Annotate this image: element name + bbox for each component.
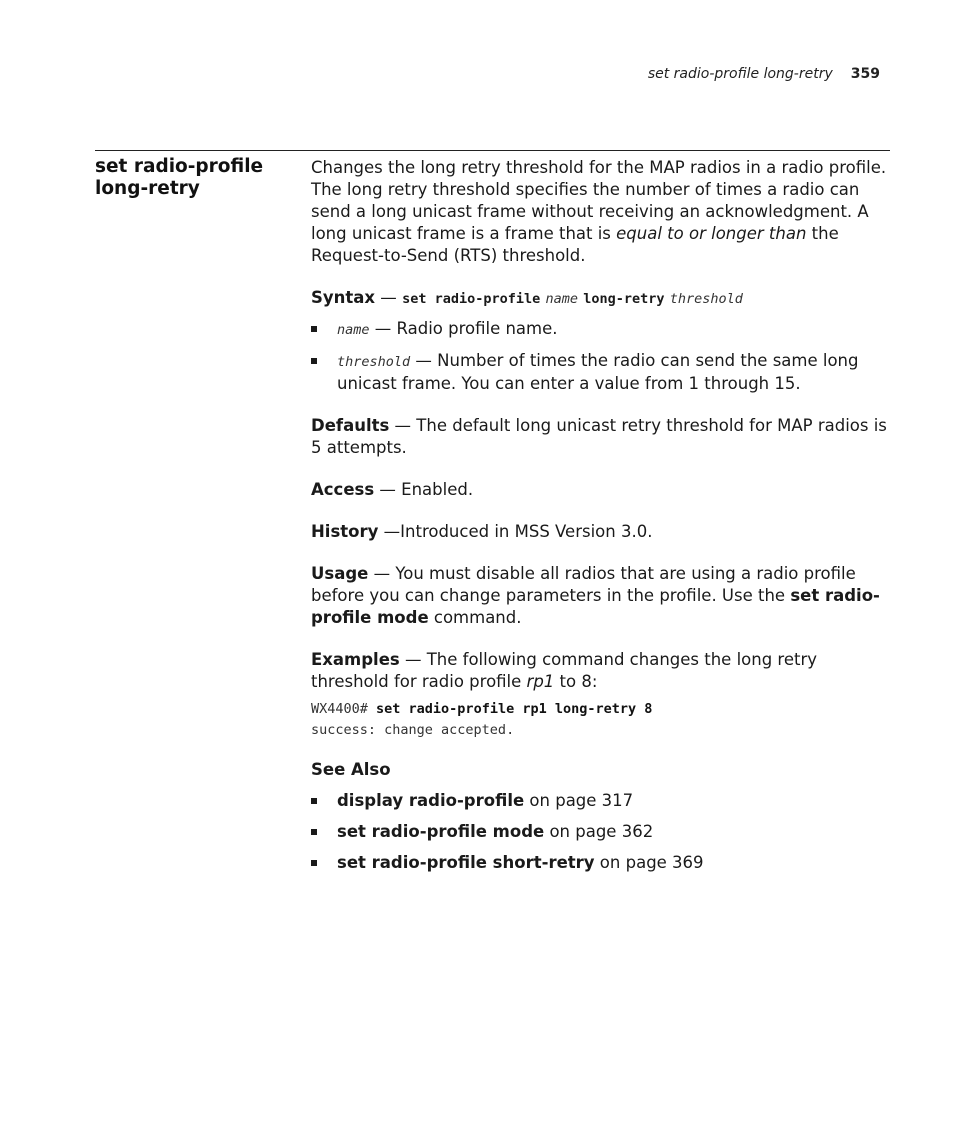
examples-text-2: to 8: bbox=[554, 672, 598, 691]
bullet-icon bbox=[311, 829, 317, 835]
usage-text-2: command. bbox=[428, 608, 522, 627]
examples-label: Examples bbox=[311, 650, 400, 669]
see-also-list bbox=[311, 790, 893, 874]
code-command: set radio-profile rp1 long-retry 8 bbox=[376, 701, 653, 717]
history-text: —Introduced in MSS Version 3.0. bbox=[378, 522, 653, 541]
param-name: threshold bbox=[337, 354, 411, 370]
history-label: History bbox=[311, 522, 379, 541]
code-prompt: WX4400# bbox=[311, 701, 377, 717]
page-number: 359 bbox=[850, 66, 880, 82]
list-item bbox=[311, 318, 893, 341]
list-item[interactable] bbox=[311, 821, 893, 843]
access-text: — Enabled. bbox=[374, 480, 474, 499]
syntax-cmd-2: long-retry bbox=[583, 291, 665, 307]
usage-paragraph bbox=[311, 563, 893, 629]
syntax-label: Syntax bbox=[311, 288, 376, 307]
usage-label: Usage bbox=[311, 564, 369, 583]
syntax-cmd-1: set radio-profile bbox=[402, 291, 541, 307]
see-also-link[interactable]: display radio-profile bbox=[337, 791, 525, 810]
bullet-icon bbox=[311, 326, 317, 332]
bullet-icon bbox=[311, 860, 317, 866]
examples-paragraph bbox=[311, 649, 893, 693]
bullet-icon bbox=[311, 358, 317, 364]
access-label: Access bbox=[311, 480, 375, 499]
see-also-page-ref: on page 317 bbox=[524, 791, 634, 810]
defaults-paragraph bbox=[311, 415, 893, 459]
syntax-dash: — bbox=[375, 288, 403, 307]
history-paragraph bbox=[311, 521, 893, 543]
list-item[interactable] bbox=[311, 852, 893, 874]
code-output: success: change accepted. bbox=[311, 722, 515, 738]
intro-paragraph bbox=[311, 157, 893, 267]
list-item[interactable] bbox=[311, 790, 893, 812]
body-column bbox=[311, 157, 893, 883]
see-also-page-ref: on page 369 bbox=[594, 853, 704, 872]
usage-command: set radio-profile mode bbox=[311, 586, 880, 627]
usage-text-1: — You must disable all radios that are using a radio profile before you can change parameters in the profile. Use the bbox=[311, 564, 856, 605]
intro-text-1: Changes the long retry threshold for the MAP radios in a radio profile. The long retry threshold specifies the number of times a radio can send a long unicast frame without receiving an acknowledgment. A long unicast frame is a frame that is bbox=[311, 158, 887, 243]
intro-text-2: the Request-to-Send (RTS) threshold. bbox=[311, 224, 839, 265]
see-also-link[interactable]: set radio-profile mode bbox=[337, 822, 545, 841]
examples-profile: rp1 bbox=[526, 672, 555, 691]
section-divider bbox=[95, 150, 890, 151]
running-title: set radio-profile long-retry bbox=[647, 66, 833, 82]
param-desc: — Radio profile name. bbox=[369, 319, 558, 338]
see-also-heading: See Also bbox=[311, 760, 391, 779]
defaults-label: Defaults bbox=[311, 416, 390, 435]
intro-emphasis: equal to or longer than bbox=[616, 224, 807, 243]
param-name: name bbox=[337, 322, 370, 338]
bullet-icon bbox=[311, 798, 317, 804]
defaults-text: — The default long unicast retry threshold for MAP radios is 5 attempts. bbox=[311, 416, 887, 457]
example-code-block bbox=[311, 699, 893, 741]
section-title: set radio-profile long-retry bbox=[95, 156, 264, 199]
syntax-arg-name: name bbox=[545, 291, 578, 307]
syntax-params-list bbox=[311, 318, 893, 395]
syntax-line bbox=[311, 287, 893, 310]
code-line bbox=[311, 699, 893, 720]
see-also-link[interactable]: set radio-profile short-retry bbox=[337, 853, 595, 872]
running-header bbox=[648, 66, 880, 82]
see-also-page-ref: on page 362 bbox=[544, 822, 654, 841]
list-item bbox=[311, 350, 893, 395]
examples-text-1: — The following command changes the long retry threshold for radio profile bbox=[311, 650, 818, 691]
syntax-arg-threshold: threshold bbox=[669, 291, 743, 307]
access-paragraph bbox=[311, 479, 893, 501]
param-desc: — Number of times the radio can send the same long unicast frame. You can enter a value from 1 through 15. bbox=[337, 351, 859, 393]
